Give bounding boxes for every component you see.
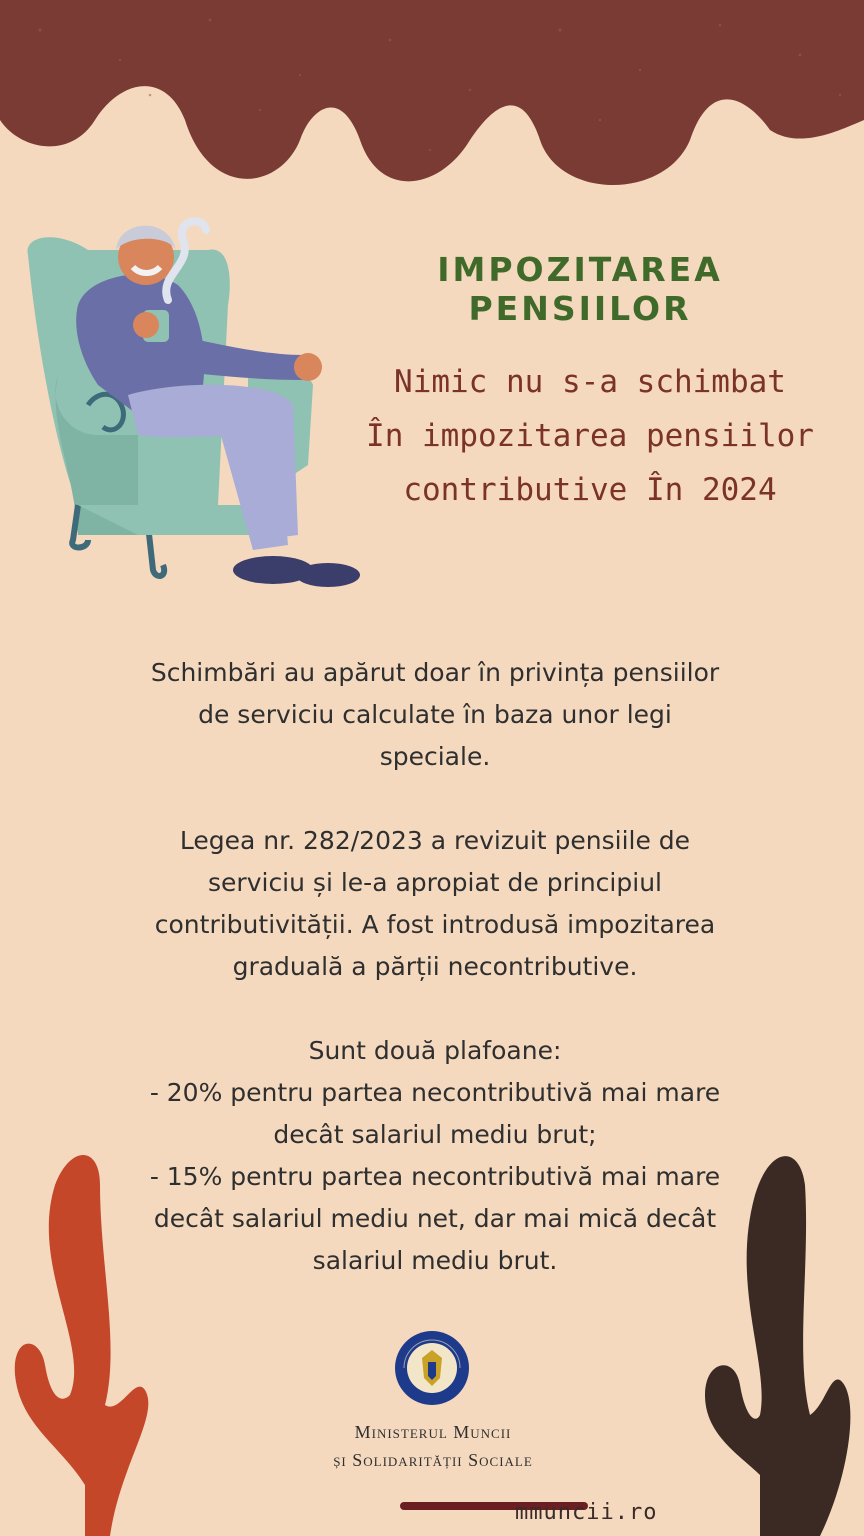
subtitle: Nimic nu s-a schimbat În impozitarea pensiilor contributive În 2024: [366, 364, 814, 508]
ministry-line-1: Ministerul Muncii: [354, 1422, 512, 1442]
curtain-decoration: [0, 0, 864, 200]
ministry-name: [300, 1418, 566, 1474]
paragraph-1: Schimbări au apărut doar în privința pensiilor de serviciu calculate în baza unor legi speciale.: [150, 658, 720, 771]
page-title: IMPOZITAREA PENSIILOR: [437, 250, 723, 328]
website-link[interactable]: mmuncii.ro: [515, 1500, 658, 1525]
ministry-line-2: și Solidarității Sociale: [333, 1450, 533, 1470]
leaf-right-decoration: [700, 1145, 864, 1536]
elderly-man-armchair-illustration: [18, 205, 368, 595]
ceiling-item-1: - 20% pentru partea necontributivă mai mare decât salariul mediu brut;: [149, 1078, 721, 1149]
government-logo-icon: [394, 1330, 470, 1406]
body-text: [140, 652, 730, 1282]
ceiling-item-2: - 15% pentru partea necontributivă mai mare decât salariul mediu net, dar mai mică decât salariul mediu brut.: [149, 1162, 721, 1275]
paragraph-2: Legea nr. 282/2023 a revizuit pensiile de serviciu și le-a apropiat de principiul contributivității. A fost introdusă impozitarea graduală a părții necontributive.: [154, 826, 716, 981]
paragraph-3-intro: Sunt două plafoane:: [308, 1036, 562, 1065]
leaf-left-decoration: [0, 1145, 170, 1536]
